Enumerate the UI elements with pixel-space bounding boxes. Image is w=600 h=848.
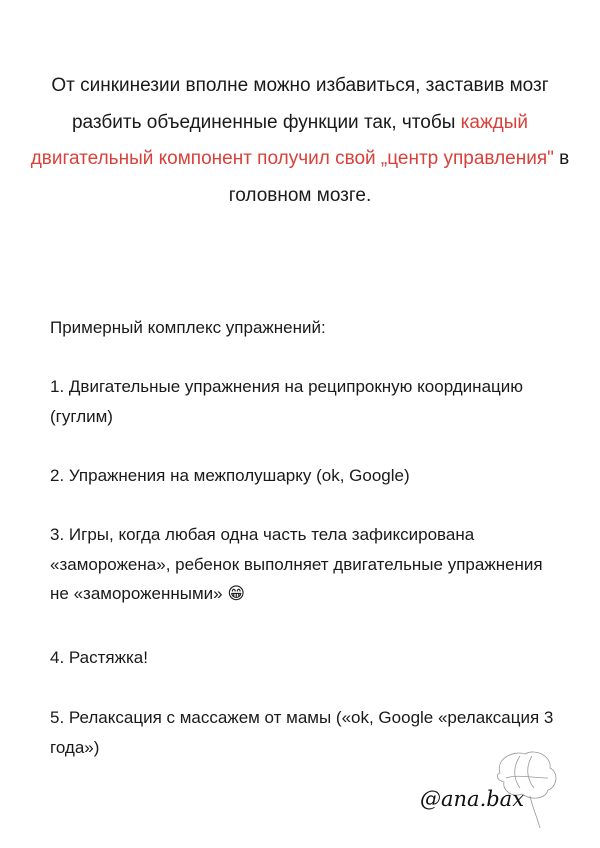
- list-item: 5. Релаксация с массажем от мамы («ok, Google «релаксация 3 года»): [50, 708, 554, 757]
- intro-text-start: От синкинезии вполне можно избавиться, заставив мозг разбить объединенные функции так, чтобы: [51, 75, 549, 133]
- author-signature: @ana.bax: [420, 787, 525, 811]
- exercise-heading: Примерный комплекс упражнений:: [50, 318, 326, 337]
- intro-text-end: в головном мозге.: [228, 148, 570, 206]
- list-item: 4. Растяжка!: [50, 648, 148, 667]
- list-item: 3. Игры, когда любая одна часть тела зафиксирована «заморожена», ребенок выполняет двигательные упражнения не «замороженными» 😁: [50, 525, 543, 603]
- list-item: 2. Упражнения на межполушарку (ok, Google): [50, 466, 410, 485]
- intro-highlight: каждый двигательный компонент получил свой „центр управления": [30, 111, 554, 169]
- intro-paragraph: [30, 68, 570, 214]
- list-item: 1. Двигательные упражнения на реципрокную координацию (гуглим): [50, 377, 524, 426]
